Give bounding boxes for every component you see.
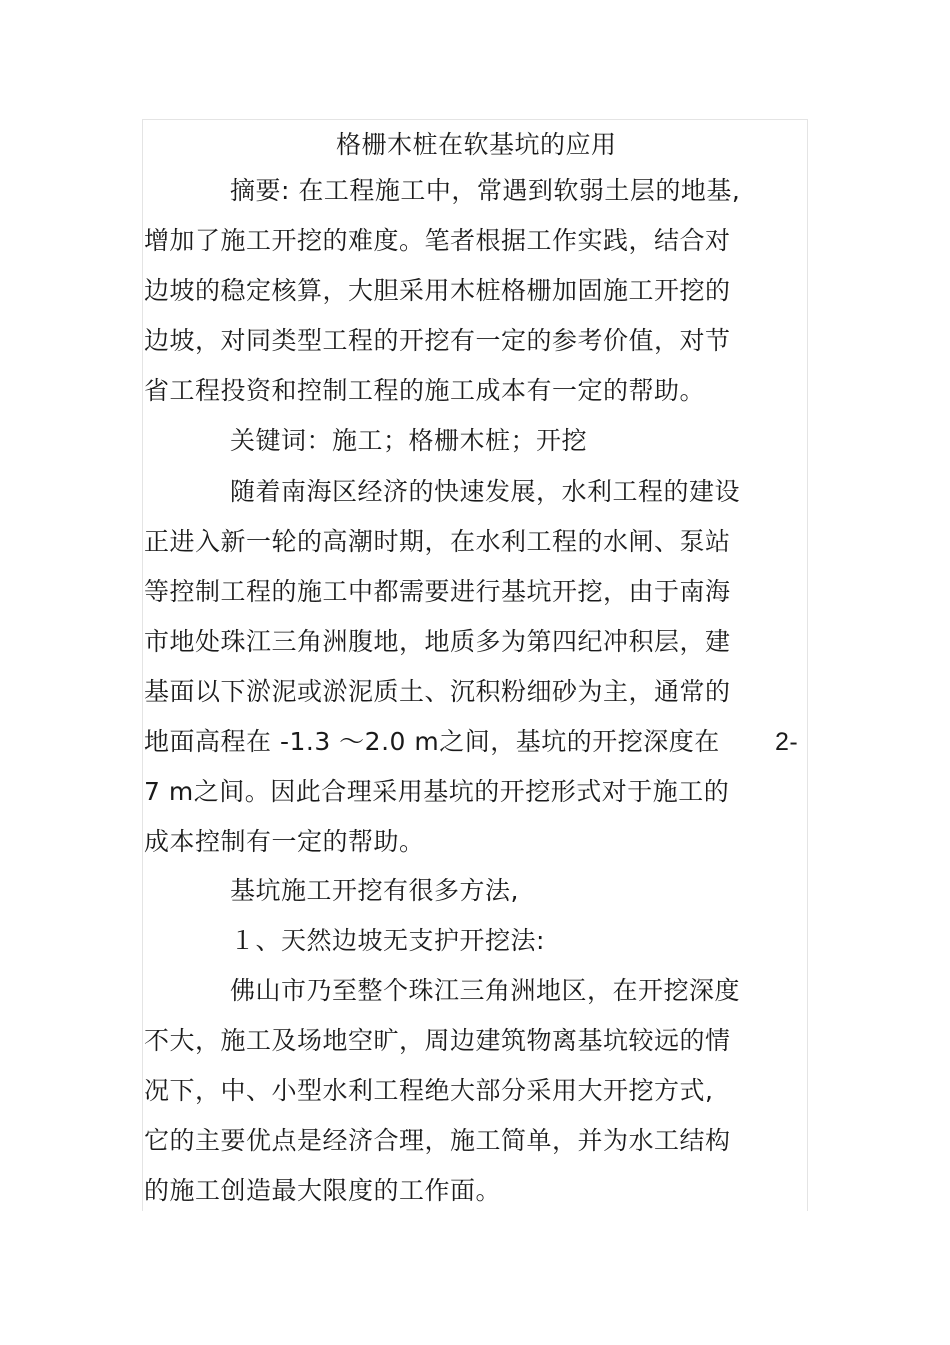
keywords-line: 关键词：施工；格栅木桩；开挖 [230, 426, 588, 455]
intro-line: 7 m之间。因此合理采用基坑的开挖形式对于施工的 [144, 777, 730, 806]
intro-line: 地面高程在 -1.3 ～2.0 m之间，基坑的开挖深度在 [144, 727, 720, 756]
method-one-line: 佛山市乃至整个珠江三角洲地区，在开挖深度 [230, 976, 741, 1005]
abstract-line: 增加了施工开挖的难度。笔者根据工作实践，结合对 [144, 226, 731, 255]
method-one-line: 的施工创造最大限度的工作面。 [144, 1176, 502, 1205]
abstract-line: 边坡的稳定核算，大胆采用木桩格栅加固施工开挖的 [144, 276, 731, 305]
methods-line: 基坑施工开挖有很多方法, [230, 876, 519, 905]
intro-line: 正进入新一轮的高潮时期，在水利工程的水闸、泵站 [144, 527, 731, 556]
document-title: 格栅木桩在软基坑的应用 [336, 130, 617, 159]
method-one-line: 不大，施工及场地空旷，周边建筑物离基坑较远的情 [144, 1026, 731, 1055]
intro-line-end-fragment: 2- [775, 728, 799, 756]
intro-line: 基面以下淤泥或淤泥质土、沉积粉细砂为主，通常的 [144, 677, 731, 706]
method-one-line: 况下，中、小型水利工程绝大部分采用大开挖方式, [144, 1076, 714, 1105]
abstract-line: 摘要: 在工程施工中，常遇到软弱土层的地基, [230, 176, 741, 205]
intro-line: 成本控制有一定的帮助。 [144, 827, 425, 856]
abstract-line: 省工程投资和控制工程的施工成本有一定的帮助。 [144, 376, 706, 405]
intro-line: 等控制工程的施工中都需要进行基坑开挖，由于南海 [144, 577, 731, 606]
method-one-heading: １、天然边坡无支护开挖法: [230, 926, 545, 955]
intro-line: 随着南海区经济的快速发展，水利工程的建设 [230, 477, 741, 506]
abstract-line: 边坡，对同类型工程的开挖有一定的参考价值，对节 [144, 326, 731, 355]
intro-line: 市地处珠江三角洲腹地，地质多为第四纪冲积层，建 [144, 627, 731, 656]
method-one-line: 它的主要优点是经济合理，施工简单，并为水工结构 [144, 1126, 731, 1155]
